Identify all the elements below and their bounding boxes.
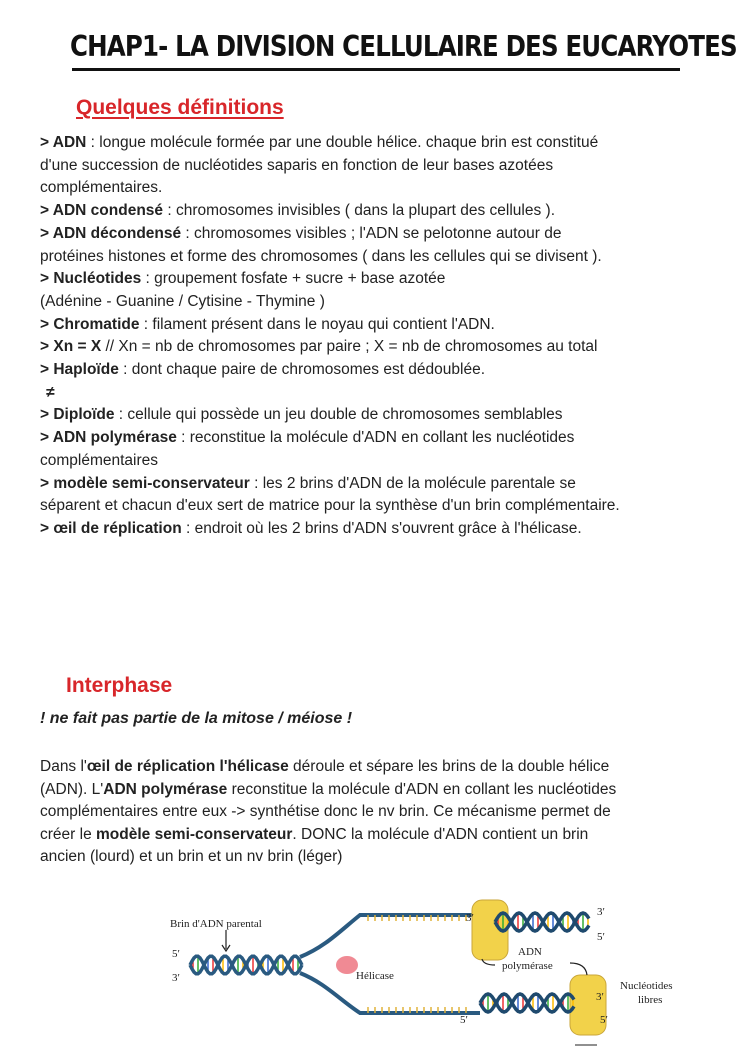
definition-term: > modèle semi-conservateur xyxy=(40,474,250,492)
nucleotides-label-line2: libres xyxy=(638,994,663,1006)
paragraph-bold: modèle semi-conservateur xyxy=(96,825,293,843)
helicase-label: Hélicase xyxy=(356,970,394,982)
end-3-top-right: 3′ xyxy=(597,906,605,918)
end-5-top-right: 5′ xyxy=(597,931,605,943)
definition-item xyxy=(40,223,620,268)
definition-item xyxy=(40,473,620,518)
paragraph-text: déroule et sépare les brins de la double hélice (ADN). L' xyxy=(40,758,610,798)
strand-base-ticks xyxy=(368,915,466,1013)
definition-text: : les 2 brins d'ADN de la molécule parentale se séparent et chacun d'eux sert de matrice pour la synthèse d'un brin complémentaire. xyxy=(40,474,620,515)
definition-text: : groupement fosfate + sucre + base azotée xyxy=(141,270,446,288)
end-3-left: 3′ xyxy=(172,972,180,984)
paragraph-bold: œil de réplication xyxy=(86,758,216,775)
upper-parental-strand xyxy=(300,915,480,957)
definition-text: // Xn = nb de chromosomes par paire ; X = nb de chromosomes au total xyxy=(101,338,598,356)
definition-item xyxy=(40,314,620,337)
end-5-bottom-mid: 5′ xyxy=(460,1014,468,1026)
definition-text: : cellule qui possède un jeu double de chromosomes semblables xyxy=(114,406,563,424)
definition-term: > Chromatide xyxy=(40,315,140,333)
page-title: CHAP1- LA DIVISION CELLULAIRE DES EUCARYOTES xyxy=(70,30,737,63)
helicase-icon xyxy=(336,956,358,974)
definitions-heading: Quelques définitions xyxy=(76,96,284,119)
definition-term: > ADN décondensé xyxy=(40,224,182,242)
parental-double-helix xyxy=(190,956,302,974)
definition-item xyxy=(40,268,620,291)
polymerase-arrow-right xyxy=(570,963,587,975)
definition-text: : longue molécule formée par une double hélice. chaque brin est constitué d'une succession de nucléotides saparis en fonction de leur bases azotées complémentaires. xyxy=(40,134,599,197)
nucleotides-label-line1: Nucléotides xyxy=(620,980,673,992)
definition-item xyxy=(40,291,620,314)
definition-item xyxy=(40,336,620,359)
paragraph-bold: ADN polymérase xyxy=(103,780,228,798)
definition-term: ≠ xyxy=(46,383,55,401)
polymerase-label-line2: polymérase xyxy=(502,960,553,972)
end-3-top-left: 3′ xyxy=(466,912,474,924)
title-underline xyxy=(72,68,680,71)
definition-text: : chromosomes invisibles ( dans la plupart des cellules ). xyxy=(163,202,556,220)
definition-item xyxy=(40,518,620,541)
polymerase-label-line1: ADN xyxy=(518,946,542,958)
dna-replication-diagram xyxy=(150,885,710,1055)
interphase-paragraph xyxy=(40,756,620,869)
definition-item xyxy=(40,427,620,472)
definition-term: > ADN xyxy=(40,134,87,151)
definition-term: > œil de réplication xyxy=(40,519,182,537)
definition-term: > ADN polymérase xyxy=(40,429,177,447)
definition-text: (Adénine - Guanine / Cytisine - Thymine ) xyxy=(40,292,325,310)
parental-label: Brin d'ADN parental xyxy=(170,918,262,930)
definition-item xyxy=(40,132,620,200)
paragraph-text: reconstitue la molécule d'ADN en collant les nucléotides complémentaires entre eux -> synthétise donc le nv brin. Ce mécanisme permet de créer le xyxy=(40,780,617,843)
new-helix-top xyxy=(495,913,589,931)
definition-term: > Diploïde xyxy=(40,406,115,424)
new-helix-bottom xyxy=(480,994,574,1012)
interphase-warning: ! ne fait pas partie de la mitose / méiose ! xyxy=(40,710,353,727)
definition-term: > ADN condensé xyxy=(40,202,164,220)
definition-item xyxy=(40,382,620,405)
definition-term: > Xn = X xyxy=(40,338,102,356)
paragraph-text: Dans l' xyxy=(40,758,87,775)
end-5-left: 5′ xyxy=(172,948,180,960)
paragraph-bold: l'hélicase xyxy=(219,758,289,775)
definition-term: > Nucléotides xyxy=(40,270,142,288)
definition-item xyxy=(40,404,620,427)
polymerase-bottom xyxy=(570,975,606,1035)
end-5-bottom-right: 5′ xyxy=(600,1014,608,1026)
definition-text: : chromosomes visibles ; l'ADN se pelotonne autour de protéines histones et forme des chromosomes ( dans les cellules qui se divisent ). xyxy=(40,224,602,265)
definition-text: : endroit où les 2 brins d'ADN s'ouvrent grâce à l'hélicase. xyxy=(181,519,582,537)
definition-term: > Haploïde xyxy=(40,361,119,379)
end-3-bottom-left: 3′ xyxy=(596,991,604,1003)
definition-text: : filament présent dans le noyau qui contient l'ADN. xyxy=(139,315,495,333)
interphase-heading: Interphase xyxy=(66,674,173,697)
definition-text: : reconstitue la molécule d'ADN en collant les nucléotides complémentaires xyxy=(40,429,575,469)
definition-text: : dont chaque paire de chromosomes est dédoublée. xyxy=(118,361,486,379)
paragraph-text: . DONC la molécule d'ADN contient un brin ancien (lourd) et un brin et un nv brin (léger) xyxy=(40,825,589,865)
definition-item xyxy=(40,359,620,382)
definitions-list xyxy=(40,132,620,541)
definition-item xyxy=(40,200,620,223)
